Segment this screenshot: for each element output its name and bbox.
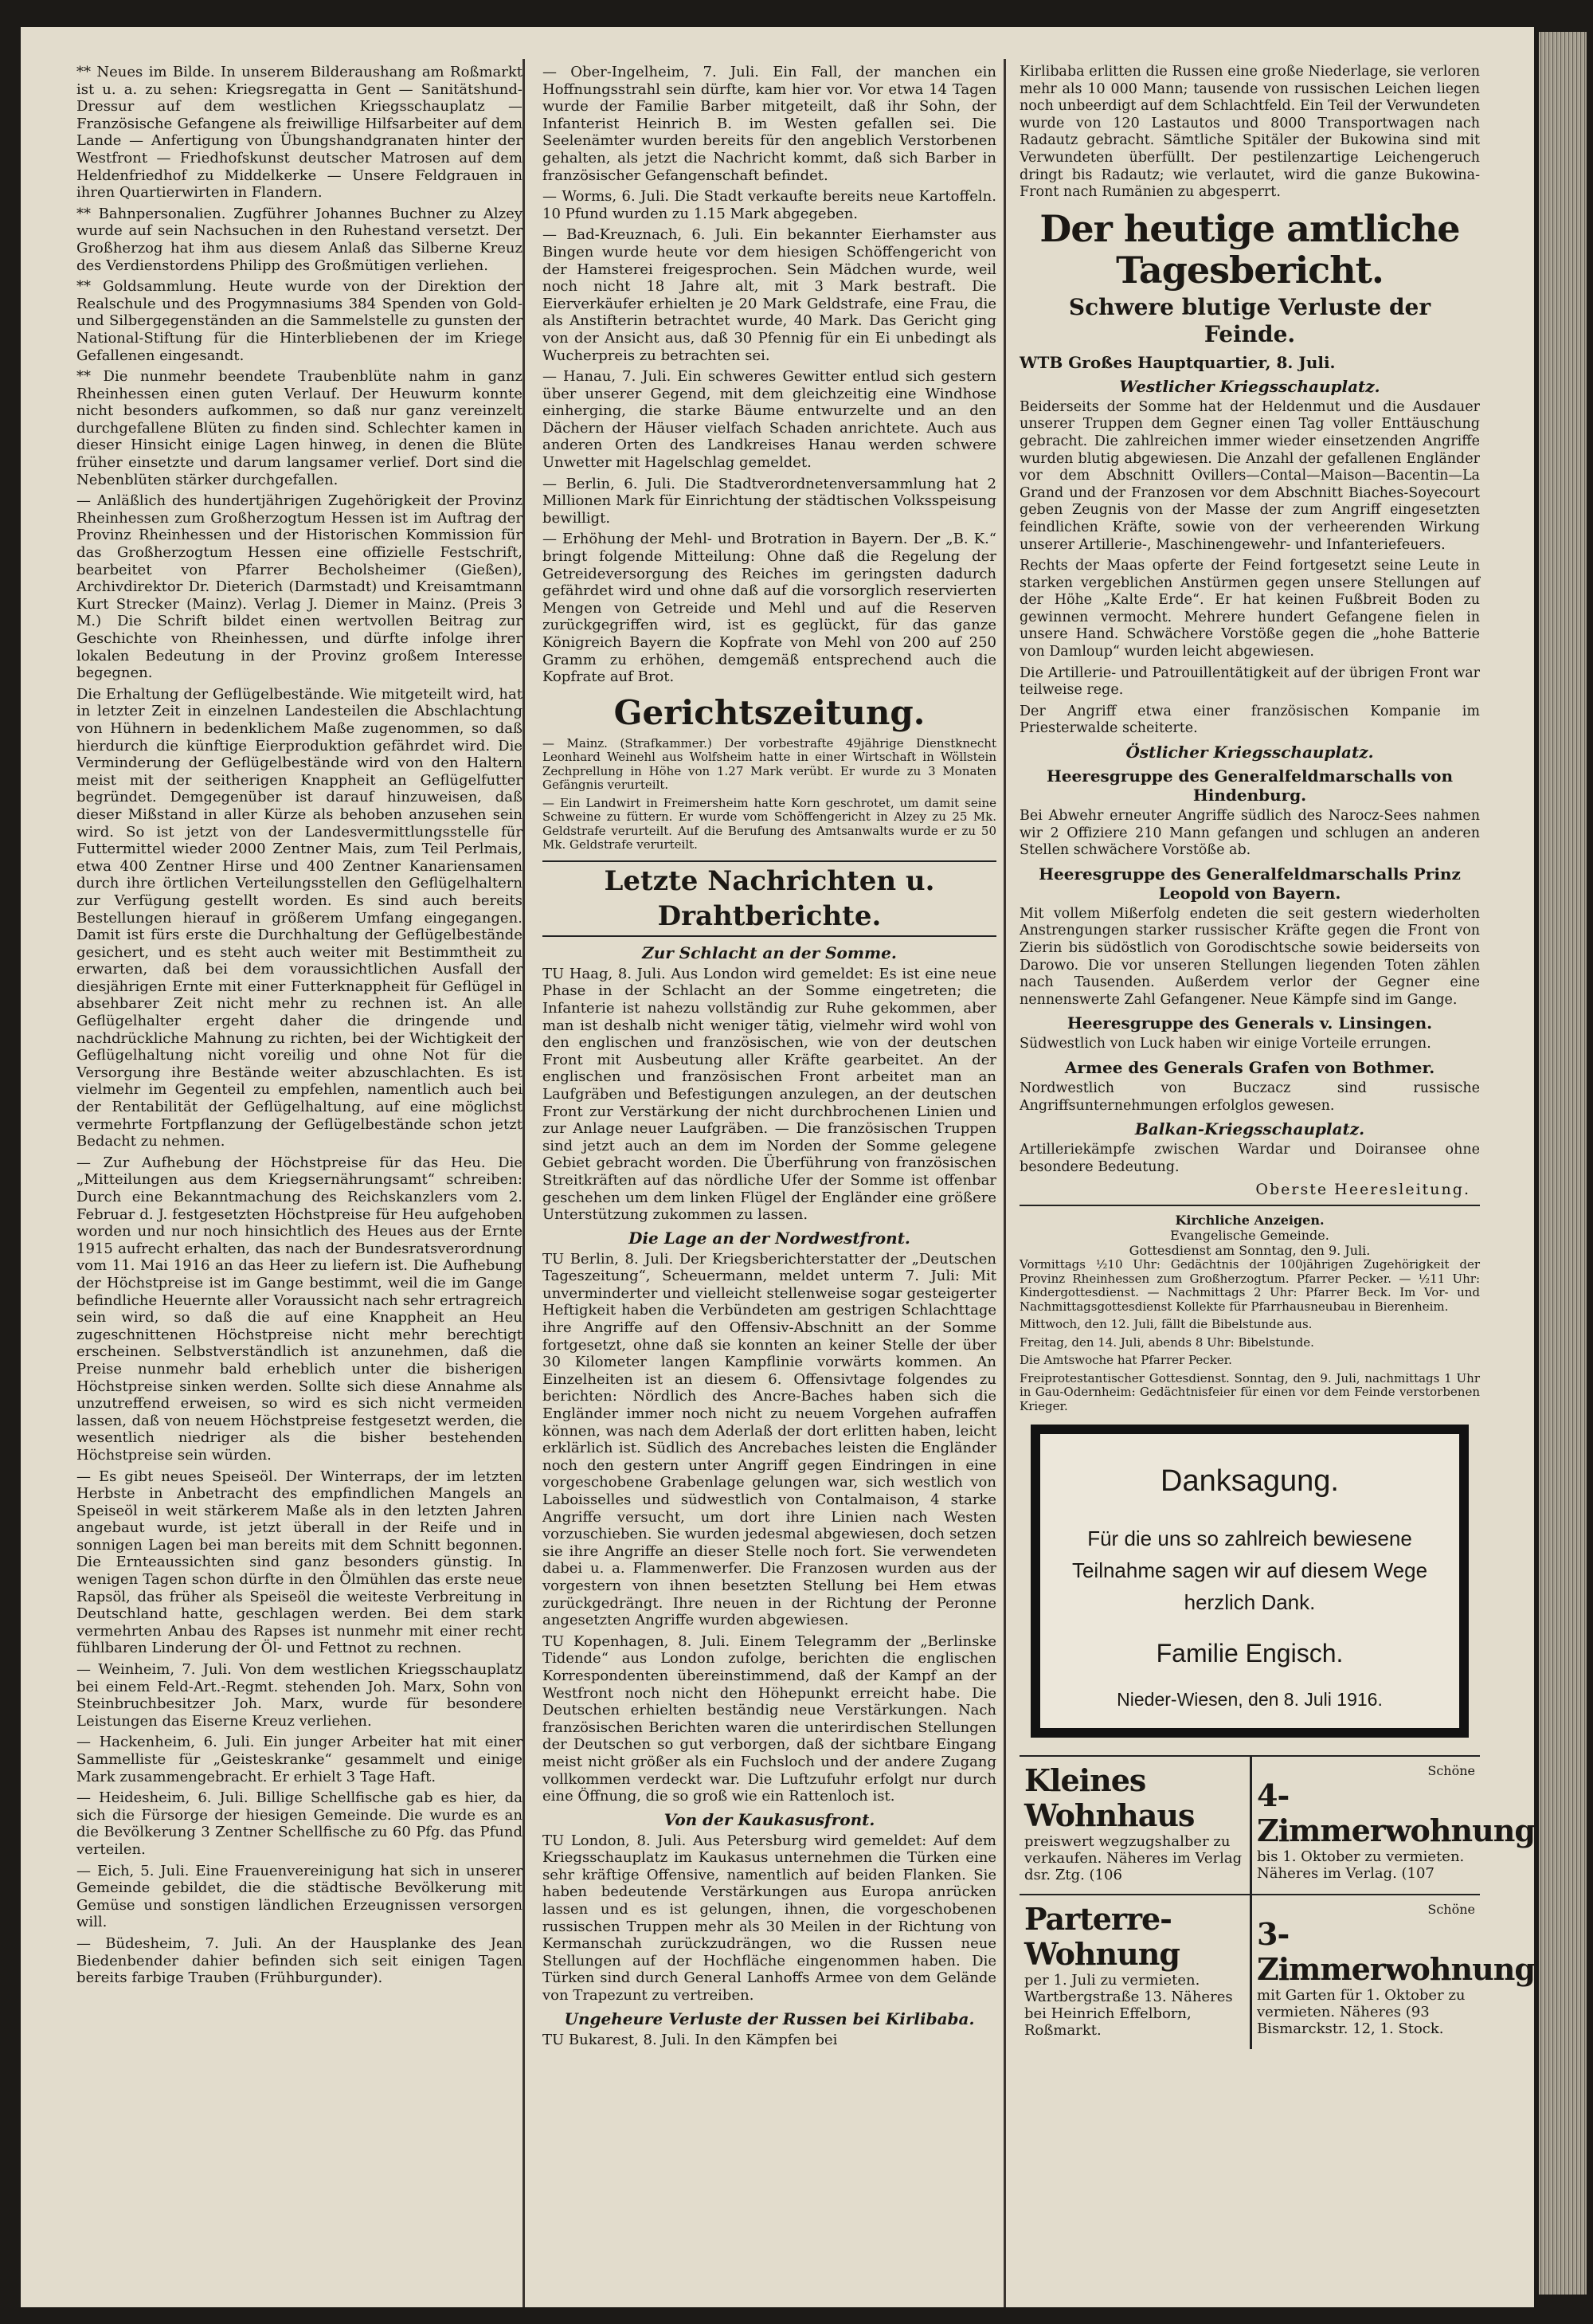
signature-oberste-heeresleitung: Oberste Heeresleitung.	[1255, 1181, 1470, 1199]
article-hoechstpreise-heu: — Zur Aufhebung der Höchstpreise für das Heu. Die „Mitteilungen aus dem Kriegsernährungsamt“ schreiben: Durch eine Bekanntmachung des Reichskanzlers vom 2. Februar d. J. festgesetzten Höchstpreise für Heu aufgehoben worden und nur noch hinsichtlich des Heues aus der Ernte 1915 aufrecht erhalten, das nach der Bundesratsverordnung vom 11. Mai 1916 an das Heer zu liefern ist. Die Aufhebung der Höchstpreise ist im Gange bestimmt, weil die im Gange befindliche Heuernte aller Voraussicht nach sehr ertragreich sein wird, so daß die auf eine Knappheit an Heu zugeschnittenen Höchstpreise nicht mehr berechtigt erscheinen. Selbstverständlich ist anzunehmen, daß die Preise nunmehr bald erheblich unter die bisherigen Höchstpreise sinken werden. Sollte sich diese Annahme als unzutreffend erweisen, so wird es sich nicht vermeiden lassen, daß von neuem Höchstpreise festgesetzt werden, die wesentlich niedriger als die bisher bestehenden Höchstpreise sein würden.	[76, 1154, 523, 1464]
church-notices-subheading: Evangelische Gemeinde.	[1170, 1228, 1329, 1244]
report-haag: TU Haag, 8. Juli. Aus London wird gemeldet: Es ist eine neue Phase in der Schlacht an der Somme eingetreten; die Infanterie ist nahezu vollständig zur Ruhe gekommen, aber man ist deshalb nicht weniger tätig, vielmehr wird wohl von den englischen und französischen, wie von der deutschen Front mit Ausbeutung aller Kräfte gearbeitet. An der englischen und französischen Front arbeitet man an Laufgräben und Befestigungen anzulegen, an der deutschen Front zur Verstärkung der nicht durchbrochenen Linien und zur Anlage neuer Laufgräben. — Die französischen Truppen sind jetzt auch an dem im Norden der Somme gelegene Gebiet gebracht worden. Die Überführung von französischen Streitkräften auf das nördliche Ufer der Somme ist offenbar geschehen um dem linken Flügel der Engländer eine größere Unterstützung zukommen zu lassen.	[542, 965, 996, 1224]
dateline-wtb: WTB Großes Hauptquartier, 8. Juli.	[1020, 352, 1336, 372]
headline-tagesbericht: Der heutige amtliche Tagesbericht.	[1039, 206, 1460, 292]
classified-ads-row	[1020, 1894, 1535, 2049]
article-festschrift: — Anläßlich des hundertjährigen Zugehörigkeit der Provinz Rheinhessen zum Großherzogtum Hessen ist im Auftrag der Provinz Rheinhessen und der Historischen Kommission für das Großherzogtum Hessen eine offizielle Festschrift, bearbeitet von Pfarrer Becholsheimer (Gießen), Archivdirektor Dr. Dieterich (Darmstadt) und Kreisamtmann Kurt Strecker (Mainz). Verlag J. Diemer in Mainz. (Preis 3 M.) Die Schrift bildet einen wertvollen Beitrag zur Geschichte von Rheinhessen, und dürfte infolge ihrer lokalen Bedeutung in der Provinz großem Interesse begegnen.	[76, 492, 523, 682]
article-ober-ingelheim: — Ober-Ingelheim, 7. Juli. Ein Fall, der manchen ein Hoffnungsstrahl sein dürfte, kam hier vor. Vor etwa 14 Tagen wurde der Familie Barber mitgeteilt, daß ihr Sohn, der Infanterist Heinrich B. im Westen gefallen sei. Die Seelenämter wurden bereits für den angeblich Verstorbenen gehalten, als jetzt die Nachricht kommt, daß sich Barber in französischer Gefangenschaft befindet.	[542, 64, 996, 184]
classified-ad	[1020, 1757, 1250, 1894]
report-bukarest: TU Bukarest, 8. Juli. In den Kämpfen bei	[542, 2031, 838, 2048]
article-traubenbluete: ** Die nunmehr beendete Traubenblüte nahm in ganz Rheinhessen einen guten Verlauf. Der Heuwurm konnte nicht besonders aufkommen, so daß nur ganz vereinzelt durchgefallene Blüten zu finden sind. Schlechter kamen in dieser Hinsicht einige Lagen hinweg, in denen die Blüte früher einsetzte und darum langsamer verlief. Dort sind die Nebenblüten stärker durchgefallen.	[76, 368, 523, 488]
section-heading-letzte-nachrichten: Letzte Nachrichten u. Drahtberichte.	[542, 860, 996, 937]
ad-text: bis 1. Oktober zu vermieten. Näheres im Verlag. (107	[1257, 1848, 1465, 1883]
classified-ad	[1250, 1895, 1535, 2049]
thank-you-message: Für die uns so zahlreich bewiesene Teilnahme sagen wir auf diesem Wege herzlich Dank.	[1071, 1526, 1428, 1615]
classified-ad	[1020, 1895, 1250, 2049]
column-3	[1020, 64, 1535, 2302]
ad-kicker: Schöne	[1427, 1763, 1475, 1779]
report-paragraph: Bei Abwehr erneuter Angriffe südlich des Narocz-Sees nahmen wir 2 Offiziere 210 Mann gefangen und schlugen an anderen Stellen schwächere Vorstöße ab.	[1020, 808, 1480, 859]
subheading-leopold: Heeresgruppe des Generalfeldmarschalls Prinz Leopold von Bayern.	[1039, 864, 1461, 903]
subheading-balkan: Balkan-Kriegsschauplatz.	[1134, 1119, 1365, 1139]
court-reports	[542, 737, 996, 852]
article-bahnpersonalien: ** Bahnpersonalien. Zugführer Johannes Buchner zu Alzey wurde auf sein Nachsuchen in den Ruhestand versetzt. Der Großherzog hat ihm aus diesem Anlaß das Silberne Kreuz des Verdienstordens Philipp des Großmütigen verliehen.	[76, 205, 523, 274]
article-weinheim: — Weinheim, 7. Juli. Von dem westlichen Kriegsschauplatz bei einem Feld-Art.-Regmt. stehenden Joh. Marx, Sohn von Steinbruchbesitzer Joh. Marx, wurde für besondere Leistungen das Eiserne Kreuz verliehen.	[76, 1661, 523, 1730]
report-paragraph: Südwestlich von Luck haben wir einige Vorteile errungen.	[1020, 1036, 1431, 1052]
headline-verluste: Schwere blutige Verluste der Feinde.	[1068, 293, 1431, 347]
report-paragraph: Artilleriekämpfe zwischen Wardar und Doiransee ohne besondere Bedeutung.	[1020, 1142, 1480, 1175]
subheading-somme: Zur Schlacht an der Somme.	[642, 943, 897, 962]
church-notice: Mittwoch, den 12. Juli, fällt die Bibelstunde aus.	[1020, 1317, 1313, 1332]
article-mehl-brotration: — Erhöhung der Mehl- und Brotration in Bayern. Der „B. K.“ bringt folgende Mitteilung: Ohne daß die Regelung der Getreideversorgung des Reiches im geringsten dadurch gefährdet wird und ohne daß auf die vorsorglich reservierten Mengen von Getreide und Mehl und auf die Reserven zurückgegriffen wird, ist es geglückt, für das ganze Königreich Bayern die Kopfrate von Mehl von 200 auf 250 Gramm zu erhöhen, demgemäß entsprechend auch die Kopfrate auf Brot.	[542, 531, 996, 686]
subheading-bothmer: Armee des Generals Grafen von Bothmer.	[1064, 1057, 1435, 1077]
church-notice: Die Amtswoche hat Pfarrer Pecker.	[1020, 1353, 1232, 1368]
report-paragraph: Die Artillerie- und Patrouillentätigkeit auf der übrigen Front war teilweise rege.	[1020, 664, 1480, 699]
court-report: — Ein Landwirt in Freimersheim hatte Korn geschrotet, um damit seine Schweine zu füttern. Er wurde vom Schöffengericht in Alzey zu 25 Mk. Geldstrafe verurteilt. Auf die Berufung des Amtsanwalts wurde er zu 50 Mk. Geldstrafe verurteilt.	[542, 795, 996, 852]
article-buedesheim: — Büdesheim, 7. Juli. An der Hausplanke des Jean Biedenbender dahier befinden sich seit einigen Tagen bereits farbige Trauben (Frühburgunder).	[76, 1934, 523, 1987]
report-paragraph: Beiderseits der Somme hat der Heldenmut und die Ausdauer unserer Truppen dem Gegner einen Tag voller Enttäuschung gebracht. Die zahlreichen immer wieder einsetzenden Angriffe wurden blutig abgewiesen. Die Anzahl der gefallenen Engländer vor dem Abschnitt Ovillers—Contal—Maison—Bacentin—La Grand und der Franzosen vor dem Abschnitt Biaches-Soyecourt geben Zeugnis von der Masse der zum Angriff eingesetzten feindlichen Kräfte, sowie von der verheerenden Wirkung unserer Artillerie-, Maschinengewehr- und Infanteriefeuers.	[1020, 398, 1480, 553]
church-notices-date: Gottesdienst am Sonntag, den 9. Juli.	[1129, 1243, 1371, 1259]
church-notice: Freitag, den 14. Juli, abends 8 Uhr: Bibelstunde.	[1020, 1334, 1314, 1350]
thank-you-family: Familie Engisch.	[1156, 1639, 1344, 1668]
subheading-kaukasusfront: Von der Kaukasusfront.	[663, 1809, 875, 1829]
article-goldsammlung: ** Goldsammlung. Heute wurde von der Direktion der Realschule und des Progymnasiums 384 Spenden von Gold- und Silbergegenständen an die Sammelstelle zu gunsten der National-Stiftung für die Hinterbliebenen der im Kriege Gefallenen eingesandt.	[76, 278, 523, 364]
report-paragraph: Rechts der Maas opferte der Feind fortgesetzt seine Leute in starken vergeblichen Anstürmen gegen unsere Stellungen auf der Höhe „Kalte Erde“. Er hat keinen Fußbreit Boden zu gewinnen vermocht. Mehrere hundert Gefangene fielen in unsere Hand. Schwächere Vorstöße gegen die „hohe Batterie von Damloup“ wurden leicht abgewiesen.	[1020, 558, 1480, 660]
article-eich: — Eich, 5. Juli. Eine Frauenvereinigung hat sich in unserer Gemeinde gebildet, die die städtische Bevölkerung mit Gemüse und sonstigen ländlichen Erzeugnissen versorgen will.	[76, 1862, 523, 1931]
report-london: TU London, 8. Juli. Aus Petersburg wird gemeldet: Auf dem Kriegsschauplatz im Kaukasus unternehmen die Türken eine sehr kräftige Offensive, namentlich auf beiden Flanken. Sie haben bedeutende Verstärkungen aus Europa anrücken lassen und es ist gelungen, ihnen, die vorgeschobenen russischen Truppen mehr als 30 Meilen in der Richtung von Kermanschah zurückzudrängen, wo die Russen neue Stellungen auf der Hochfläche eingenommen haben. Die Türken sind durch General Lanhoffs Armee von dem Gelände von Trapezunt zu vertreiben.	[542, 1832, 996, 2005]
ad-text: mit Garten für 1. Oktober zu vermieten. Näheres (93 Bismarckstr. 12, 1. Stock.	[1257, 1987, 1466, 2038]
church-notices-heading: Kirchliche Anzeigen.	[1175, 1213, 1325, 1229]
newspaper-page	[21, 27, 1534, 2307]
ad-heading: Kleines Wohnhaus	[1024, 1762, 1195, 1834]
report-berlin: TU Berlin, 8. Juli. Der Kriegsberichterstatter der „Deutschen Tageszeitung“, Scheuermann, meldet unterm 7. Juli: Mit unverminderter und vielleicht stellenweise sogar gesteigerter Heftigkeit haben die Verbündeten am gestrigen Schlachttage ihre Angriffe auf den Offensiv-Abschnitt an der Somme fortgesetzt, ohne daß sie konnten an keiner Stelle der über 30 Kilometer langen Kampflinie vorwärts kommen. An Einzelheiten ist an diesem 6. Offensivtage folgendes zu berichten: Nördlich des Ancre-Baches haben sich die Engländer immer noch nicht zu neuem Vorgehen aufraffen können, was nach dem Aderlaß der dort erlitten haben, leicht erklärlich ist. Südlich des Ancrebaches leisten die Engländer noch den gestern unter Angriff gegen Eindringen in eine vorgeschobene Grabenlage gelungen war, sich westlich von Laboisselles und südwestlich von Contalmaison, 4 starke Angriffe versucht, um dort ihre Linien nach Westen vorzuschieben. Sie wurden jedesmal abgewiesen, doch setzen sie ihre Angriffe an dieser Stelle noch fort. Sie verwendeten dabei u. a. Flammenwerfer. Die Franzosen wurden aus der vorgestern von ihnen besetzten Stellung bei Hem etwas zurückgedrängt. Ihre neuen in der Richtung der Peronne angesetzten Angriffe wurden abgewiesen.	[542, 1250, 996, 1629]
classified-ad	[1250, 1757, 1535, 1894]
report-kopenhagen: TU Kopenhagen, 8. Juli. Einem Telegramm der „Berlinske Tidende“ aus London zufolge, berichten die englischen Korrespondenten übereinstimmend, daß der Kampf an der Westfront noch nicht den Höhepunkt erreicht habe. Die Deutschen erhielten beständig neue Verstärkungen. Nach französischen Berichten waren die unterirdischen Stellungen der Deutschen so gut verborgen, daß der sichtbare Eingang meist nicht größer als ein Fuchsloch und der andere Zugang vollkommen verdeckt war. Die Luftzufuhr erfolgt nur durch eine Öffnung, die so groß wie ein Rattenloch ist.	[542, 1632, 996, 1805]
article-speiseoel: — Es gibt neues Speiseöl. Der Winterraps, der im letzten Herbste in Anbetracht des empfindlichen Mangels an Speiseöl in weit stärkerem Maße als in den letzten Jahren angebaut wurde, ist jetzt überall in der Reife und in sonnigen Lagen bei man bereits mit dem Schnitt begonnen. Die Ernteaussichten sind ganz besonders günstig. In wenigen Tagen schon dürfte in den Ölmühlen das erste neue Rapsöl, das früher als Speiseöl die weiteste Verbreitung in Deutschland hatte, geschlagen werden. Bei dem stark vermehrten Anbau des Rapses ist nunmehr mit einer recht fühlbaren Linderung der Öl- und Fettnot zu rechnen.	[76, 1468, 523, 1657]
ad-heading: Parterre-Wohnung	[1024, 1901, 1180, 1973]
church-notice: Vormittags ½10 Uhr: Gedächtnis der 100jährigen Zugehörigkeit der Provinz Rheinhessen zum Großherzogtum. Pfarrer Pecker. — ½11 Uhr: Kindergottesdienst. — Nachmittags 2 Uhr: Pfarrer Beck. Im Vor- und Nachmittagsgottesdienst Kollekte für Pfarrhausneubau in Bierenheim.	[1020, 1257, 1480, 1314]
ad-text: preiswert wegzugshalber zu verkaufen. Näheres im Verlag dsr. Ztg. (106	[1024, 1833, 1243, 1884]
article-berlin: — Berlin, 6. Juli. Die Stadtverordnetenversammlung hat 2 Millionen Mark für Einrichtung der städtischen Volksspeisung bewilligt.	[542, 475, 996, 527]
subheading-hindenburg: Heeresgruppe des Generalfeldmarschalls von Hindenburg.	[1046, 766, 1454, 805]
ad-kicker: Schöne	[1427, 1902, 1475, 1918]
report-paragraph: Der Angriff etwa einer französischen Kompanie im Priesterwalde scheiterte.	[1020, 703, 1480, 737]
column-2	[542, 64, 996, 2302]
court-report: — Mainz. (Strafkammer.) Der vorbestrafte 49jährige Dienstknecht Leonhard Weinehl aus Wolfsheim hatte in einer Wirtschaft in Wöllstein Zechprellung in Höhe von 1.27 Mark verübt. Er wurde zu 3 Monaten Gefängnis verurteilt.	[542, 735, 996, 793]
report-paragraph: Mit vollem Mißerfolg endeten die seit gestern wiederholten Anstrengungen starker russischer Kräfte gegen die Front von Zierin bis südöstlich von Gorodischtsche sowie beiderseits von Darowo. Die vor unseren Stellungen liegenden Toten zählen nach Tausenden. Außerdem verlor der Gegner eine nennenswerte Zahl Gefangener. Neue Kämpfe sind im Gange.	[1020, 905, 1480, 1008]
stacked-page-edges	[1539, 32, 1587, 2295]
ad-heading: 4-Zimmerwohnung	[1257, 1777, 1535, 1849]
report-kirlibaba-continued: Kirlibaba erlitten die Russen eine große Niederlage, sie verloren mehr als 10 000 Mann; tausende von russischen Leichen liegen noch unbeerdigt auf dem Schlachtfeld. Ein Teil der Verwundeten wurde von 120 Lastautos und 8000 Transportwagen nach Radautz gebracht. Sämtliche Spitäler der Bukowina sind mit Verwundeten überfüllt. Der pestilenzartige Leichengeruch dringt bis Radautz; wie verlautet, wird die ganze Bukowina-Front nach Rumänien zu abgesperrt.	[1020, 64, 1480, 201]
thank-you-date: Nieder-Wiesen, den 8. Juli 1916.	[1117, 1689, 1383, 1711]
article-bad-kreuznach: — Bad-Kreuznach, 6. Juli. Ein bekannter Eierhamster aus Bingen wurde heute vor dem hiesigen Schöffengericht von der Hamsterei freigesprochen. Sein Mädchen wurde, weil noch nicht 18 Jahre alt, mit 3 Mark bestraft. Die Eierverkäufer erhielten je 20 Mark Geldstrafe, eine Frau, die als Anstifterin betrachtet wurde, 40 Mark. Das Gericht ging von der Ansicht aus, daß 30 Pfennig für ein Ei unbedingt als Wucherpreis zu betrachten sei.	[542, 226, 996, 364]
subheading-nordwestfront: Die Lage an der Nordwestfront.	[628, 1228, 910, 1248]
column-1	[76, 64, 523, 2302]
column-rule	[523, 59, 525, 2307]
classified-ads-row	[1020, 1755, 1535, 1894]
article-hanau: — Hanau, 7. Juli. Ein schweres Gewitter entlud sich gestern über unserer Gegend, mit dem gleichzeitig eine Windhose einherging, die starke Bäume entwurzelte und an den Dächern der Häuser vielfach Schaden anrichtete. Auch aus anderen Orten des Landkreises Hanau werden schwere Unwetter mit Hagelschlag gemeldet.	[542, 368, 996, 472]
church-notices	[1020, 1258, 1480, 1413]
subheading-kirlibaba: Ungeheure Verluste der Russen bei Kirlibaba.	[564, 2009, 975, 2028]
divider	[1020, 1205, 1480, 1206]
ad-heading: 3-Zimmerwohnung	[1257, 1916, 1535, 1988]
article-worms: — Worms, 6. Juli. Die Stadt verkaufte bereits neue Kartoffeln. 10 Pfund wurden zu 1.15 Mark abgegeben.	[542, 188, 996, 222]
section-heading-gerichtszeitung: Gerichtszeitung.	[613, 692, 926, 732]
article-gefluegelbestaende: Die Erhaltung der Geflügelbestände. Wie mitgeteilt wird, hat in letzter Zeit in einzelnen Landesteilen die Abschlachtung von Hühnern in bedenklichem Maße zugenommen, so daß hierdurch die künftige Eierproduktion gefährdet wird. Die Verminderung der Geflügelbestände wird von den Haltern meist mit der seitherigen Knappheit an Geflügelfutter begründet. Demgegenüber ist darauf hinzuweisen, daß dieser Mißstand in aller Kürze als behoben anzusehen sein wird. So ist jetzt von der Landesvermittlungsstelle für Futtermittel wieder 2000 Zentner Mais, zum Teil Perlmais, etwa 400 Zentner Hirse und 400 Zentner Kanariensamen durch ihre örtlichen Verteilungsstellen den Geflügelhaltern zur Verfügung gestellt worden. Es sind auch bereits Bestellungen hierauf in größerem Umfang eingegangen. Damit ist fürs erste die Durchhaltung der Geflügelbestände gesichert, und es steht auch weiter mit Bestimmtheit zu erwarten, daß bei dem voraussichtlichen Ausfall der diesjährigen Ernte mit einer Futterknappheit für Geflügel in absehbarer Zeit nicht mehr zu rechnen ist. An alle Geflügelhalter ergeht daher die dringende und nachdrückliche Mahnung zu richten, bei der Wichtigkeit der Geflügelhaltung nicht voreilig und ohne Not für die Versorgung ihre Bestände weiter abzuschlachten. Es ist vielmehr im Gegenteil zu empfehlen, namentlich auch bei der Rentabilität der Geflügelhaltung, auf eine möglichst vermehrte Fortpflanzung der Geflügelbestände schon jetzt Bedacht zu nehmen.	[76, 685, 523, 1150]
ad-text: per 1. Juli zu vermieten. Wartbergstraße 13. Näheres bei Heinrich Effelborn, Roßmarkt.	[1024, 1972, 1233, 2040]
subheading-linsingen: Heeresgruppe des Generals v. Linsingen.	[1067, 1013, 1433, 1033]
church-notice: Freiprotestantischer Gottesdienst. Sonntag, den 9. Juli, nachmittags 1 Uhr in Gau-Odernheim: Gedächtnisfeier für einen vor dem Feinde verstorbenen Krieger.	[1020, 1370, 1480, 1413]
article-heidesheim: — Heidesheim, 6. Juli. Billige Schellfische gab es hier, da sich die Fürsorge der hiesigen Gemeinde. Die wurde es an die Bevölkerung 3 Zentner Schellfische zu 60 Pfg. das Pfund verteilen.	[76, 1789, 523, 1858]
report-paragraph: Nordwestlich von Buczacz sind russische Angriffsunternehmungen erfolglos gewesen.	[1020, 1080, 1480, 1114]
subheading-oestlicher-kriegsschauplatz: Östlicher Kriegsschauplatz.	[1125, 743, 1374, 762]
thank-you-title: Danksagung.	[1161, 1464, 1339, 1499]
article-hackenheim: — Hackenheim, 6. Juli. Ein junger Arbeiter hat mit einer Sammelliste für „Geisteskranke“ gesammelt und einige Mark zusammengebracht. Er erhielt 3 Tage Haft.	[76, 1734, 523, 1785]
article-neues-im-bilde: ** Neues im Bilde. In unserem Bilderaushang am Roßmarkt ist u. a. zu sehen: Kriegsregatta in Gent — Sanitätshund-Dressur auf dem westlichen Kriegsschauplatz — Französische Gefangene als freiwillige Hilfsarbeiter auf dem Lande — Anfertigung von Übungshandgranaten hinter der Westfront — Friedhofskunst deutscher Matrosen auf dem Heldenfriedhof zu Middelkerke — Unsere Feldgrauen in ihren Quartierwirten in Flandern.	[76, 64, 523, 202]
thank-you-notice	[1031, 1425, 1469, 1738]
subheading-westlicher-kriegsschauplatz: Westlicher Kriegsschauplatz.	[1119, 376, 1380, 396]
column-rule	[1004, 59, 1006, 2307]
